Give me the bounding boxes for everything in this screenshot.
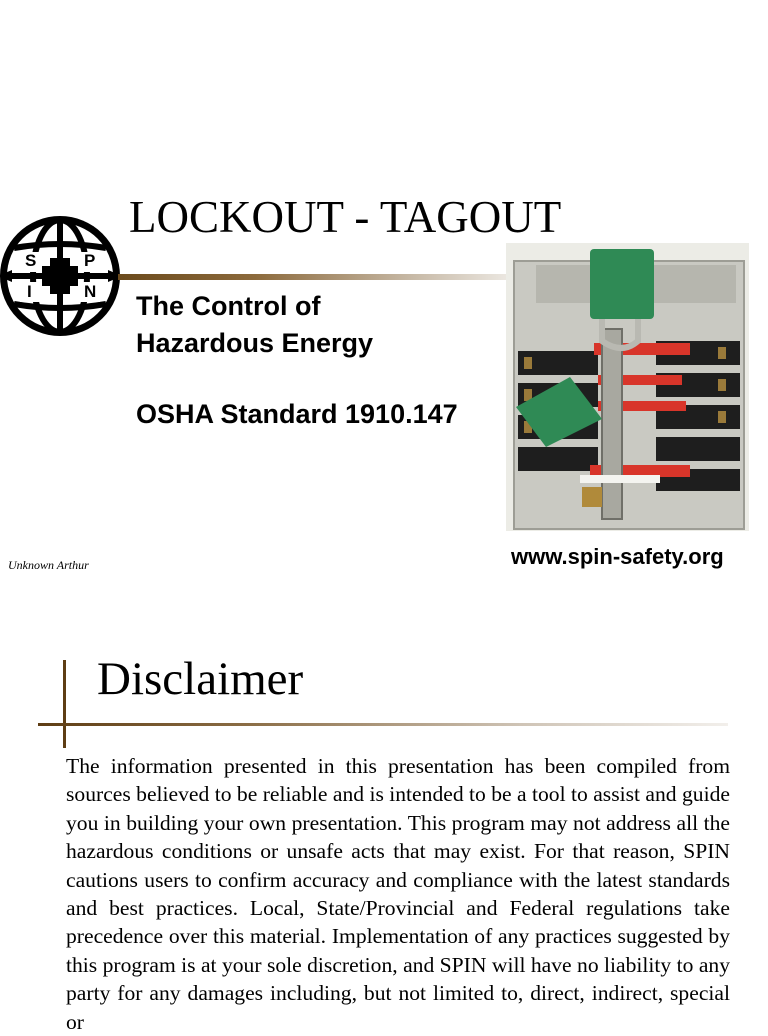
- breaker-panel-lockout-photo-icon: [506, 243, 749, 531]
- subtitle-line-2: Hazardous Energy: [136, 328, 374, 358]
- osha-standard: OSHA Standard 1910.147: [136, 399, 458, 429]
- title-vertical-rule: [63, 660, 66, 748]
- disclaimer-title: Disclaimer: [97, 653, 304, 705]
- logo-letter-s: S: [25, 251, 37, 270]
- website-link[interactable]: www.spin-safety.org: [511, 544, 724, 569]
- logo-letter-n: N: [84, 282, 97, 301]
- slide1-title: LOCKOUT - TAGOUT: [129, 192, 562, 242]
- logo-letter-i: I: [27, 282, 32, 301]
- author-credit: Unknown Arthur: [8, 558, 89, 572]
- subtitle-line-1: The Control of: [136, 291, 321, 321]
- disclaimer-body: The information presented in this presentation has been compiled from sources believed to be reliable and is intended to be a tool to assist and guide you in building your own presentation. This program may not address all the hazardous conditions or unsafe acts that may exist. For that reason, SPIN cautions users to confirm accuracy and compliance with the latest standards and best practices. Local, State/Provincial and Federal regulations take precedence over this material. Implementation of any practices suggested by this program is at your sole discretion, and SPIN will have no liability to any party for any damages including, but not limited to, direct, indirect, special or: [66, 754, 730, 1034]
- spin-globe-logo-icon: [0, 200, 128, 352]
- logo-letter-p: P: [84, 251, 96, 270]
- title-divider: [118, 274, 510, 280]
- title-horizontal-rule: [38, 723, 728, 726]
